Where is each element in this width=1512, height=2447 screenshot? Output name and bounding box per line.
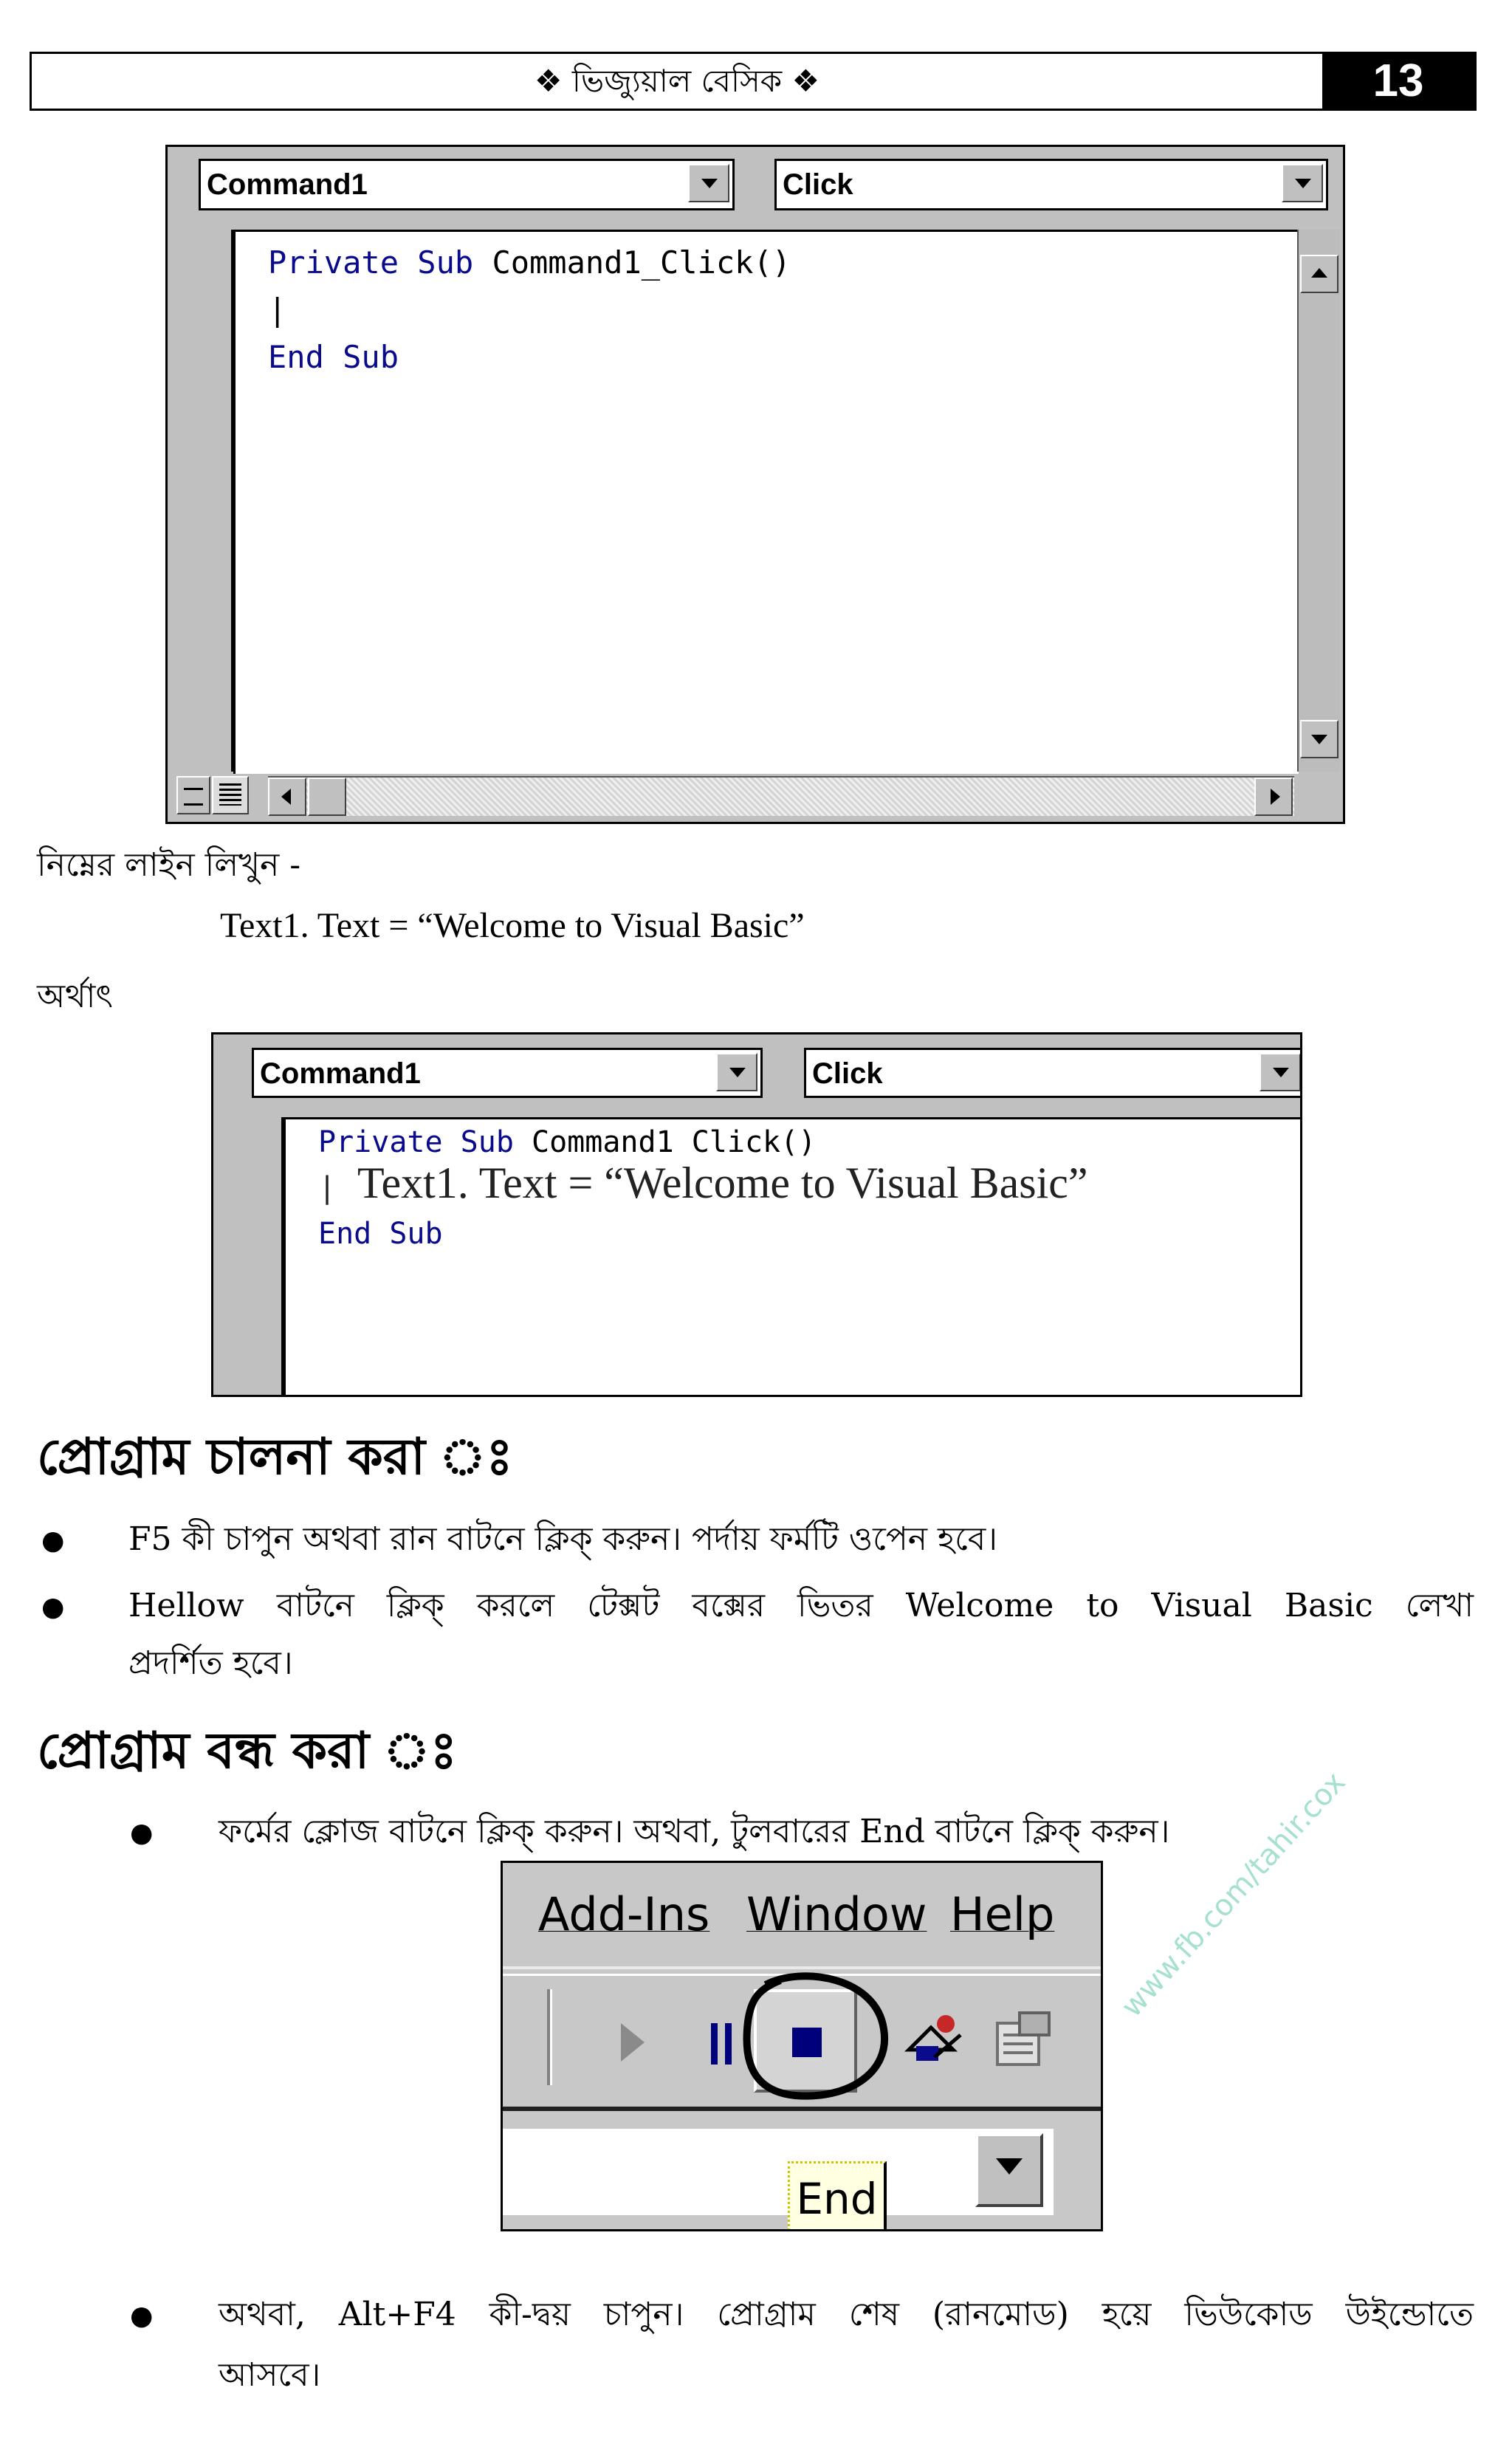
end-tooltip [788,2161,887,2231]
code-text[interactable] [268,239,791,381]
toolbar-separator [547,1989,552,2085]
page-header [30,52,1477,111]
scroll-right-button[interactable] [1254,778,1293,816]
vertical-scrollbar[interactable] [1297,230,1340,772]
margin-indicator-bar [168,230,233,772]
code-editor[interactable] [233,230,1299,774]
code-editor[interactable] [284,1117,1302,1397]
menu-bar [503,1863,1101,1969]
toolbar-screenshot [501,1861,1103,2231]
dropdown-arrow-icon[interactable] [1282,164,1323,202]
dropdown-arrow-icon[interactable] [716,1053,757,1091]
margin-indicator-bar [213,1117,284,1397]
object-combo[interactable] [252,1048,763,1098]
object-combo[interactable] [199,159,735,210]
procedure-view-button[interactable] [176,776,210,814]
object-box[interactable] [503,2129,1054,2215]
arrow-left-icon [281,789,291,805]
run-bullet-1: F5 কী চাপুন অথবা রান বাটনে ক্লিক্ করুন। পর্দায় ফর্মটি ওপেন হবে। [128,1520,997,1558]
procedure-combo[interactable] [804,1048,1302,1098]
arrow-down-icon [1311,735,1327,744]
close-bullet-2-line-2: আসবে। [219,2356,321,2394]
highlight-circle [736,1970,898,2103]
project-explorer-icon[interactable] [901,2005,968,2072]
properties-window-icon[interactable] [990,2005,1056,2072]
heading-run-program: প্রোগ্রাম চালনা করা ঃ [37,1428,513,1486]
code-line-text: Text1. Text = “Welcome to Visual Basic” [220,906,805,945]
dropdown-arrow-icon [996,2158,1023,2175]
page-number: 13 [1322,54,1474,109]
header-title: ❖ ভিজ্যুয়াল বেসিক ❖ [534,63,820,99]
code-inserted-line[interactable] [318,1156,1088,1215]
bullet-marker: ● [41,1592,65,1622]
code-window-1 [165,145,1345,824]
full-module-view-button[interactable] [212,776,249,814]
bullet-marker: ● [130,1818,154,1848]
instruction-text: নিম্নের লাইন লিখুন - [37,846,301,884]
dropdown-arrow-icon[interactable] [688,164,729,202]
toolbar-buttons-row [503,1974,1101,2101]
procedure-combo-value: Click [783,168,853,201]
code-window-2 [211,1032,1302,1397]
meaning-label: অর্থাৎ [37,978,113,1015]
bullet-marker: ● [130,2301,154,2331]
procedure-combo[interactable] [774,159,1328,210]
run-bullet-2-line-1: Hellow বাটনে ক্লিক্ করলে টেক্সট বক্সের ভিতর Welcome to Visual Basic লেখা [128,1587,1474,1624]
menu-help[interactable]: Help [950,1887,1055,1941]
menu-window[interactable]: Window [746,1887,927,1941]
inserted-code-text: Text1. Text = “Welcome to Visual Basic” [357,1159,1088,1207]
start-icon[interactable] [621,2023,645,2062]
scroll-thumb[interactable] [308,778,346,816]
combo-row [503,2107,1101,2231]
text-cursor: | [318,1171,337,1205]
dropdown-arrow-icon[interactable] [1260,1053,1301,1091]
tooltip-text: End [796,2174,878,2224]
procedure-view-icon [184,788,203,806]
object-combo-value: Command1 [207,168,368,201]
code-end-sub: End Sub [318,1217,443,1251]
heading-close-program: প্রোগ্রাম বন্ধ করা ঃ [37,1722,457,1780]
code-end-line[interactable] [318,1211,443,1257]
dropdown-button[interactable] [975,2133,1043,2207]
scroll-left-button[interactable] [268,778,306,816]
bullet-marker: ● [41,1525,65,1556]
procedure-combo-value: Click [812,1057,883,1090]
run-bullet-2-line-2: প্রদর্শিত হবে। [128,1644,293,1682]
code-keyword: Private Sub [318,1125,514,1159]
object-combo-value: Command1 [260,1057,421,1090]
menu-add-ins[interactable]: Add-Ins [538,1887,710,1941]
code-keyword: Private Sub [268,244,474,281]
close-bullet-2-line-1: অথবা, Alt+F4 কী-দ্বয় চাপুন। প্রোগ্রাম শেষ (রানমোড) হয়ে ভিউকোড উইন্ডোতে [219,2296,1474,2333]
horizontal-scrollbar[interactable] [268,776,1294,816]
code-procedure-name: Command1 Click() [513,1125,817,1159]
close-bullet-1: ফর্মের ক্লোজ বাটনে ক্লিক্ করুন। অথবা, টুলবারের End বাটনে ক্লিক্ করুন। [219,1813,1170,1850]
code-end-sub: End Sub [268,339,399,375]
scroll-up-button[interactable] [1300,255,1339,293]
text-cursor: | [268,292,287,328]
scroll-down-button[interactable] [1300,720,1339,758]
break-icon[interactable] [711,2023,732,2065]
arrow-right-icon [1271,789,1280,805]
arrow-up-icon [1311,268,1327,278]
full-module-view-icon [219,783,241,806]
code-procedure-name: Command1_Click() [473,244,791,281]
watermark: www.fb.com/tahir.cox [1115,1765,1353,2024]
